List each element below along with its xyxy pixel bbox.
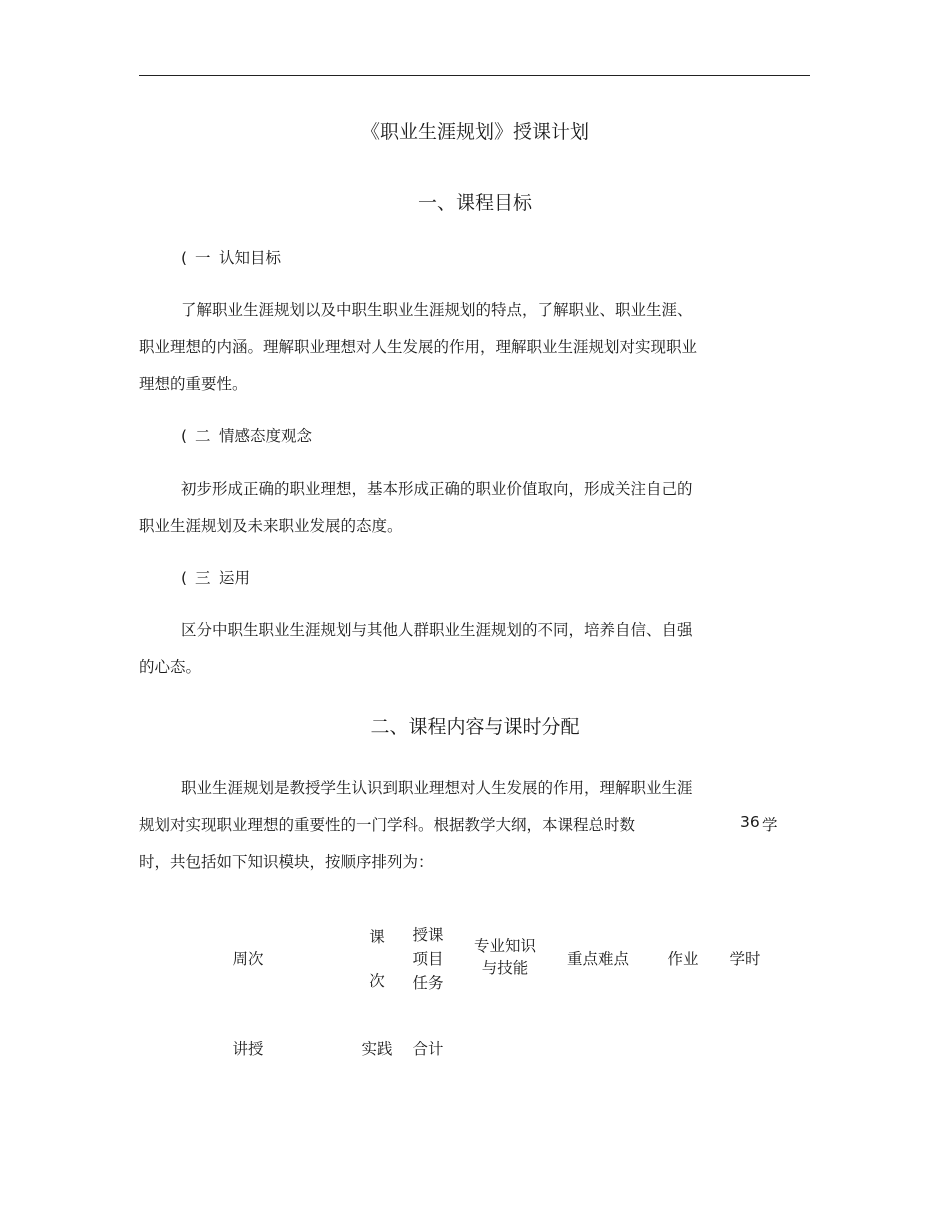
table-header-knowledge: 专业知识 与技能 (473, 937, 536, 977)
header-rule (139, 75, 810, 76)
subheading-application: ( 三 运用 (181, 569, 251, 587)
table-header-total: 合计 (412, 1040, 444, 1058)
table-header-hours: 学时 (729, 950, 761, 968)
table-header-practice: 实践 (361, 1040, 393, 1058)
total-hours-value: 36 (740, 813, 760, 831)
table-header-lecture: 讲授 (232, 1040, 264, 1058)
paragraph-line: 时，共包括如下知识模块，按顺序排列为： (139, 853, 434, 871)
table-header-lesson: 课 次 (369, 928, 385, 990)
subheading-attitude: ( 二 情感态度观念 (181, 427, 313, 445)
paragraph-line: 职业理想的内涵。理解职业理想对人生发展的作用，理解职业生涯规划对实现职业 (139, 338, 698, 356)
total-hours-unit: 学 (762, 816, 778, 834)
document-title: 《职业生涯规划》授课计划 (360, 121, 589, 143)
table-header-project: 授课 项目 任务 (412, 926, 444, 992)
table-header-keypoints: 重点难点 (566, 950, 629, 968)
paragraph-line: 初步形成正确的职业理想，基本形成正确的职业价值取向，形成关注自己的 (181, 480, 693, 498)
paragraph-line: 理想的重要性。 (139, 375, 248, 393)
table-header-homework: 作业 (667, 950, 699, 968)
paragraph-line: 的心态。 (139, 658, 202, 676)
section-heading-course-content: 二、课程内容与课时分配 (370, 716, 580, 738)
paragraph-line: 职业生涯规划是教授学生认识到职业理想对人生发展的作用，理解职业生涯 (181, 779, 693, 797)
paragraph-line: 了解职业生涯规划以及中职生职业生涯规划的特点，了解职业、职业生涯、 (181, 301, 693, 319)
table-header-week: 周次 (232, 950, 264, 968)
paragraph-line: 职业生涯规划及未来职业发展的态度。 (139, 517, 403, 535)
section-heading-course-goals: 一、课程目标 (417, 192, 532, 214)
paragraph-line: 区分中职生职业生涯规划与其他人群职业生涯规划的不同，培养自信、自强 (181, 621, 693, 639)
subheading-cognitive-goals: ( 一 认知目标 (181, 249, 282, 267)
paragraph-line: 规划对实现职业理想的重要性的一门学科。根据教学大纲，本课程总时数 (139, 816, 636, 834)
